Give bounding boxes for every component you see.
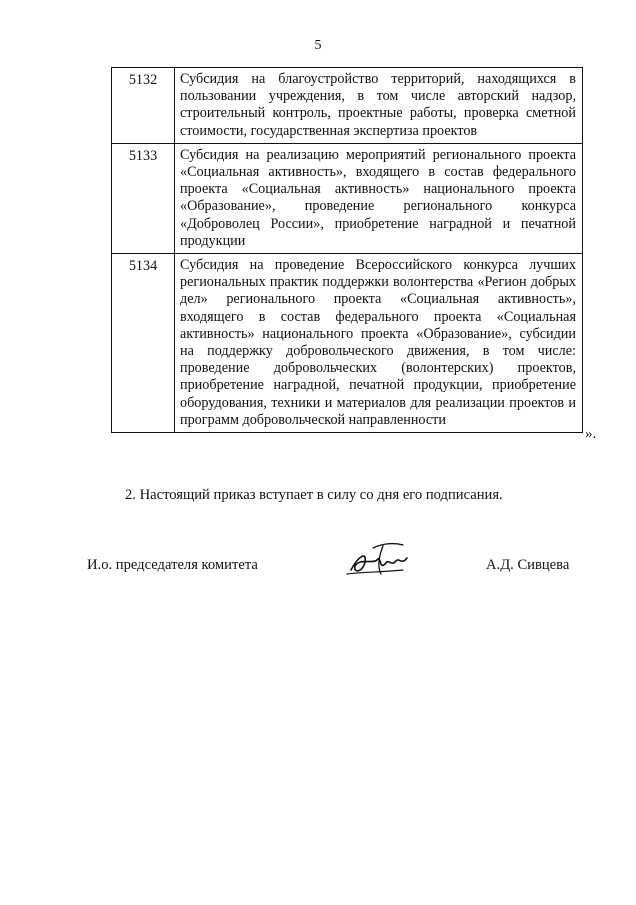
table-row	[112, 254, 583, 433]
table-row	[112, 143, 583, 253]
description-cell: Субсидия на реализацию мероприятий регионального проекта «Социальная активность», входящего в состав федерального проекта «Социальная активность» национального проекта «Образование», проведение регионального конкурса «Доброволец России», приобретение наградной и печатной продукции	[175, 143, 583, 253]
paragraph-2: 2. Настоящий приказ вступает в силу со дня его подписания.	[125, 487, 503, 503]
code-cell: 5133	[112, 143, 175, 253]
closing-quote: ».	[585, 426, 597, 442]
description-cell: Субсидия на проведение Всероссийского конкурса лучших региональных практик поддержки волонтерства «Регион добрых дел» регионального проекта «Социальная активность», входящего в состав федерального проекта «Социальная активность» национального проекта «Образование», субсидии на поддержку добровольческого движения, в том числе: проведение добровольческих (волонтерских) проектов, приобретение наградной, печатной продукции, приобретение оборудования, техники и материалов для реализации проектов и программ добровольческой направленности	[175, 254, 583, 433]
table-row	[112, 68, 583, 144]
budget-code-table	[111, 67, 583, 433]
code-cell: 5134	[112, 254, 175, 433]
handwritten-signature	[343, 536, 415, 584]
signatory-name: А.Д. Сивцева	[486, 557, 570, 573]
signatory-title: И.о. председателя комитета	[87, 557, 258, 573]
page-number: 5	[314, 38, 322, 53]
description-cell: Субсидия на благоустройство территорий, находящихся в пользовании учреждения, в том числе авторский надзор, строительный контроль, проектные работы, проверка сметной стоимости, государственная экспертиза проектов	[175, 68, 583, 144]
code-cell: 5132	[112, 68, 175, 144]
